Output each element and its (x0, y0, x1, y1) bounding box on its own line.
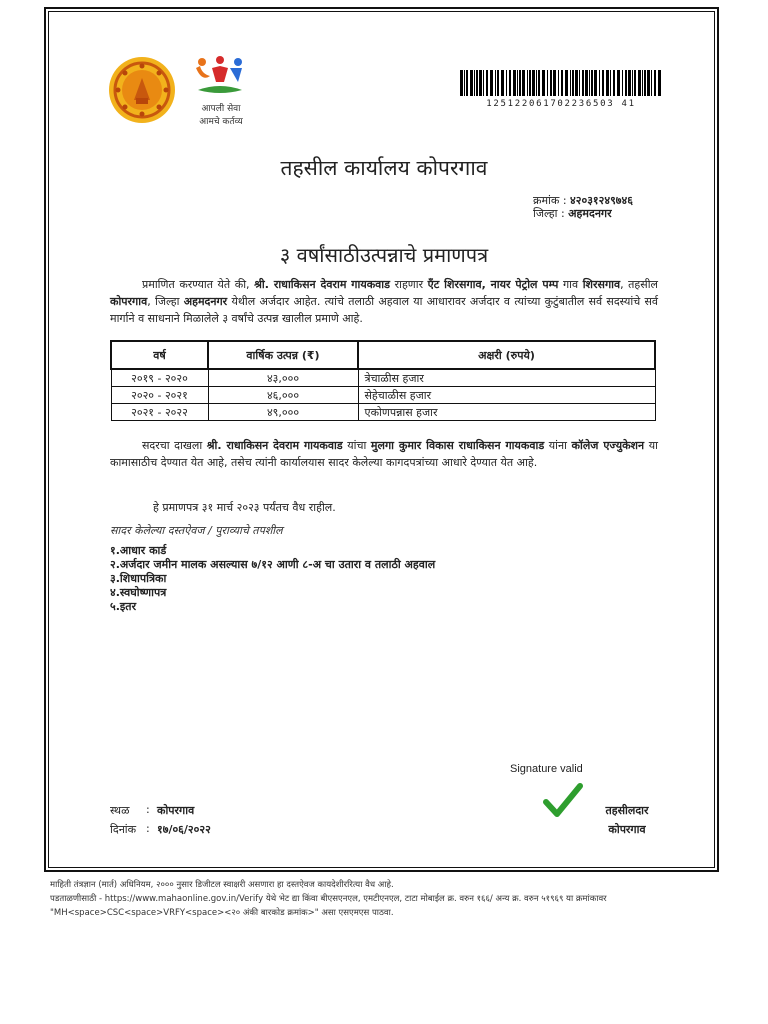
barcode-bar (579, 70, 580, 96)
barcode-bar (585, 70, 588, 96)
barcode-bar (610, 70, 611, 96)
beneficiary-name: मुलगा कुमार विकास राधाकिसन गायकवाड (370, 439, 545, 452)
applicant-taluka: कोपरगाव (110, 295, 148, 308)
income-cell: ४९,००० (208, 404, 358, 421)
barcode-bar (470, 70, 473, 96)
barcode-bar (479, 70, 482, 96)
barcode-bar (527, 70, 528, 96)
barcode-bar (617, 70, 620, 96)
barcode-bar (558, 70, 559, 96)
barcode-bar (522, 70, 525, 96)
barcode-bar (550, 70, 552, 96)
barcode-bar (638, 70, 641, 96)
barcode-bar (486, 70, 488, 96)
document-item: १.आधार कार्ड (110, 544, 167, 557)
intro-text-6: येथील अर्जदार आहेत. त्यांचे तलाठी अहवाल या आधारावर अर्जदार व त्यांच्या कुटुंबातील सर्व सदस्यांचे सर्व मार्गाने व साधनाने मिळालेले ३ वर्षांचे उत्पन्न खालील प्रमाणे आहे. (110, 295, 659, 325)
words-cell: सेहेचाळीस हजार (358, 387, 655, 404)
place-value: कोपरगाव (157, 804, 195, 817)
barcode-bar (519, 70, 521, 96)
column-header-year: वर्ष (111, 341, 208, 369)
words-cell: एकोणपन्नास हजार (358, 404, 655, 421)
checkmark-icon (543, 782, 583, 818)
barcode-bar (644, 70, 646, 96)
purpose-text-2: यांचा (342, 439, 371, 452)
district-info (533, 206, 612, 221)
document-item: २.अर्जदार जमीन मालक असल्यास ७/१२ आणी ८-अ चा उतारा व तलाठी अहवाल (110, 558, 436, 571)
barcode-bar (466, 70, 468, 96)
barcode-bar (625, 70, 627, 96)
words-cell: त्रेचाळीस हजार (358, 369, 655, 387)
intro-text-3: गाव (558, 278, 583, 291)
barcode-bar (602, 70, 604, 96)
barcode-bar (506, 70, 507, 96)
barcode-bar (575, 70, 578, 96)
barcode-bar (490, 70, 493, 96)
government-seal-icon (108, 56, 176, 124)
income-cell: ४६,००० (208, 387, 358, 404)
barcode-bar (497, 70, 499, 96)
column-header-income: वार्षिक उत्पन्न (₹) (208, 341, 358, 369)
barcode-bar (547, 70, 548, 96)
barcode-bar (632, 70, 633, 96)
purpose-paragraph (110, 437, 658, 471)
barcode-bar (553, 70, 556, 96)
barcode-bar (591, 70, 593, 96)
barcode-bar (517, 70, 518, 96)
year-cell: २०२१ - २०२२ (111, 404, 208, 421)
barcode-bar (474, 70, 475, 96)
date-separator: : (146, 822, 150, 835)
logo-tagline-1: आपली सेवा (201, 104, 241, 114)
intro-text-4: , तहसील (620, 278, 659, 291)
barcode-bar (594, 70, 597, 96)
barcode-bar (495, 70, 496, 96)
date-value: १७/०६/२०२२ (157, 823, 211, 836)
logo-tagline-2: आमचे कर्तव्य (199, 117, 243, 127)
barcode-bar (529, 70, 531, 96)
serial-label: क्रमांक : (533, 194, 571, 207)
barcode-bar (622, 70, 623, 96)
barcode-bar (642, 70, 643, 96)
column-header-words: अक्षरी (रुपये) (358, 341, 655, 369)
district-value: अहमदनगर (568, 207, 612, 220)
barcode-bar (651, 70, 652, 96)
barcode-bar (565, 70, 568, 96)
document-item: ५.इतर (110, 600, 137, 613)
barcode-bar (606, 70, 609, 96)
documents-title: सादर केलेल्या दस्तऐवज / पुराव्याचे तपशील (110, 524, 283, 537)
place-label: स्थळ (110, 804, 130, 817)
officer-title: तहसीलदार (605, 804, 649, 817)
purpose-text-1: सदरचा दाखला (142, 439, 207, 452)
barcode-bar (647, 70, 650, 96)
legal-note-line-2: पडताळणीसाठी - https://www.mahaonline.gov.in/Verify येथे भेट द्या किंवा बीएसएनएल, एमटीएनएल, टाटा मोबाईल क्र. वरुन १६६/ अन्य क्र. वरुन ५१९६९ या क्रमांकावर (50, 894, 607, 904)
validity-statement: हे प्रमाणपत्र ३१ मार्च २०२३ पर्यंतच वैध राहील. (153, 501, 336, 514)
barcode-bar (464, 70, 465, 96)
barcode-bar (476, 70, 478, 96)
serial-value: ४२०३१२४९७४६ (570, 194, 633, 207)
purpose-text-3: यांना (544, 439, 572, 452)
barcode-bar (599, 70, 600, 96)
barcode-bar (570, 70, 571, 96)
intro-paragraph (110, 276, 658, 327)
document-item: ३.शिधापत्रिका (110, 572, 167, 585)
service-logo-icon (190, 52, 250, 102)
barcode-bar (654, 70, 656, 96)
barcode-bar (658, 70, 661, 96)
certificate-title: ३ वर्षांसाठीउत्पन्नाचे प्रमाणपत्र (279, 243, 489, 267)
purpose-applicant-name: श्री. राधाकिसन देवराम गायकवाड (206, 439, 343, 452)
table-row (111, 369, 655, 387)
income-table (110, 340, 656, 421)
barcode-bar (532, 70, 535, 96)
purpose-reason: कॉलेज एज्युकेशन (571, 439, 645, 452)
barcode-bar (613, 70, 615, 96)
applicant-district: अहमदनगर (183, 295, 228, 308)
intro-text-5: , जिल्हा (147, 295, 184, 308)
intro-text-1: प्रमाणित करण्यात येते की, (142, 278, 255, 291)
barcode-bar (542, 70, 545, 96)
barcode-bar (501, 70, 504, 96)
table-row (111, 404, 655, 421)
table-row (111, 387, 655, 404)
district-label: जिल्हा : (533, 207, 569, 220)
purpose-text-4: या कामासाठीच देण्यात येत आहे, तसेच त्यांनी कार्यालयास सादर केलेल्या कागदपत्रांच्या आधारे देण्यात येत आहे. (110, 439, 658, 469)
year-cell: २०१९ - २०२० (111, 369, 208, 387)
date-label: दिनांक (110, 823, 137, 836)
office-title: तहसील कार्यालय कोपरगाव (280, 156, 488, 180)
document-item: ४.स्वघोष्णापत्र (110, 586, 167, 599)
table-header-row (111, 341, 655, 369)
barcode-bar (513, 70, 516, 96)
applicant-address: एँट शिरसगाव, नायर पेट्रोल पम्प (427, 278, 559, 291)
legal-note-line-3: "MH<space>CSC<space>VRFY<space><२० अंकी बारकोड क्रमांक>" असा एसएमएस पाठवा. (50, 908, 394, 918)
year-cell: २०२० - २०२१ (111, 387, 208, 404)
barcode-bar (483, 70, 484, 96)
barcode-bar (628, 70, 631, 96)
barcode-bar (582, 70, 584, 96)
applicant-village: शिरसगाव (582, 278, 621, 291)
barcode-bar (538, 70, 540, 96)
barcode-bar (634, 70, 636, 96)
barcode-bar (572, 70, 574, 96)
barcode-bar (460, 70, 463, 96)
barcode-bar (589, 70, 590, 96)
signature-status: Signature valid (510, 763, 583, 775)
intro-text-2: राहणार (390, 278, 428, 291)
place-separator: : (146, 803, 150, 816)
barcode (460, 70, 662, 96)
income-cell: ४३,००० (208, 369, 358, 387)
officer-place: कोपरगाव (608, 823, 646, 836)
legal-note-line-1: माहिती तंत्रज्ञान (मार्त) अधिनियम, २००० नुसार डिजीटल स्वाक्षरी असणारा हा दस्तऐवज कायदेशीररित्या वैध आहे. (50, 880, 394, 890)
barcode-bar (509, 70, 511, 96)
barcode-bar (561, 70, 563, 96)
applicant-name: श्री. राधाकिसन देवराम गायकवाड (254, 278, 391, 291)
barcode-bar (536, 70, 537, 96)
barcode-number: 125122061702236503 41 (486, 99, 636, 109)
